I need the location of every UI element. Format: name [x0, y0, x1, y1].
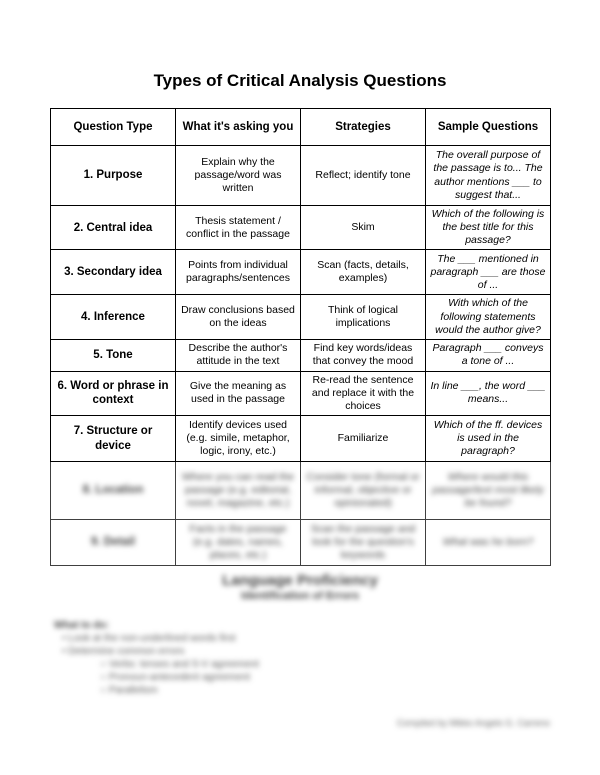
sample-question-cell: Where would this passage/text most likely be found? — [426, 462, 551, 520]
question-type-cell: 3. Secondary idea — [51, 250, 176, 295]
todo-label: What to do: — [54, 620, 109, 631]
document-title: Types of Critical Analysis Questions — [153, 71, 447, 90]
sample-question-cell: What was he born? — [426, 520, 551, 566]
header-sample-questions: Sample Questions — [426, 109, 551, 146]
strategy-cell: Scan the passage and look for the question's keywords — [301, 520, 426, 566]
question-type-cell: 6. Word or phrase in context — [51, 371, 176, 415]
header-strategies: Strategies — [301, 109, 426, 146]
section-title: Language Proficiency — [222, 572, 378, 589]
section-subtitle: Identification of Errors — [241, 590, 359, 602]
strategy-cell: Familiarize — [301, 416, 426, 462]
asking-cell: Where you can read the passage (e.g. editorial, novel, magazine, etc.) — [176, 462, 301, 520]
question-type-cell: 5. Tone — [51, 339, 176, 371]
sample-question-cell: The ___ mentioned in paragraph ___ are those of ... — [426, 250, 551, 295]
strategy-cell: Find key words/ideas that convey the mood — [301, 339, 426, 371]
header-what-asking: What it's asking you — [176, 109, 301, 146]
asking-cell: Describe the author's attitude in the text — [176, 339, 301, 371]
question-type-cell: 1. Purpose — [51, 146, 176, 206]
asking-cell: Explain why the passage/word was written — [176, 146, 301, 206]
bullet-item: • Determine common errors — [62, 646, 185, 657]
bullet-item: • Look at the non-underlined words first — [62, 633, 236, 644]
question-type-cell: 2. Central idea — [51, 206, 176, 250]
strategy-cell: Skim — [301, 206, 426, 250]
asking-cell: Facts in the passage (e.g. dates, names, places, etc.) — [176, 520, 301, 566]
asking-cell: Identify devices used (e.g. simile, metaphor, logic, irony, etc.) — [176, 416, 301, 462]
asking-cell: Draw conclusions based on the ideas — [176, 295, 301, 339]
sample-question-cell: Which of the following is the best title for this passage? — [426, 206, 551, 250]
bullet-item: ○ Parallelism — [100, 685, 158, 696]
sample-question-cell: Paragraph ___ conveys a tone of ... — [426, 339, 551, 371]
credit-line: Compiled by Mikko Angelo G. Carreno — [396, 718, 550, 728]
sample-question-cell: The overall purpose of the passage is to... The author mentions ___ to suggest that... — [426, 146, 551, 206]
bullet-item: ○ Verbs: tenses and S-V agreement — [100, 659, 259, 670]
question-type-cell: 4. Inference — [51, 295, 176, 339]
strategy-cell: Reflect; identify tone — [301, 146, 426, 206]
strategy-cell: Think of logical implications — [301, 295, 426, 339]
strategy-cell: Consider tone (formal or informal, objective or opinionated) — [301, 462, 426, 520]
asking-cell: Thesis statement / conflict in the passage — [176, 206, 301, 250]
bullet-item: ○ Pronoun-antecedent agreement — [100, 672, 251, 683]
sample-question-cell: Which of the ff. devices is used in the paragraph? — [426, 416, 551, 462]
question-type-cell: 7. Structure or device — [51, 416, 176, 462]
asking-cell: Points from individual paragraphs/sentences — [176, 250, 301, 295]
strategy-cell: Scan (facts, details, examples) — [301, 250, 426, 295]
strategy-cell: Re-read the sentence and replace it with the choices — [301, 371, 426, 415]
question-type-cell: 9. Detail — [51, 520, 176, 566]
asking-cell: Give the meaning as used in the passage — [176, 371, 301, 415]
sample-question-cell: In line ___, the word ___ means... — [426, 371, 551, 415]
header-question-type: Question Type — [51, 109, 176, 146]
question-type-cell: 8. Location — [51, 462, 176, 520]
sample-question-cell: With which of the following statements would the author give? — [426, 295, 551, 339]
